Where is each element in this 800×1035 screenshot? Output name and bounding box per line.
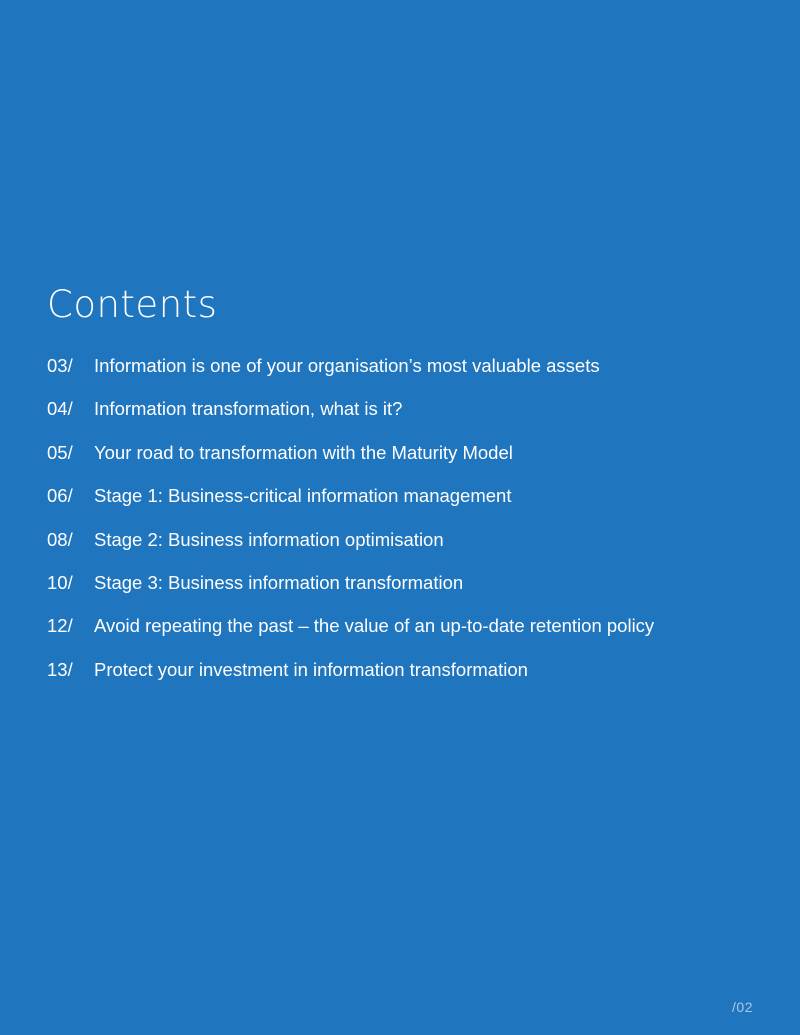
toc-entry-title: Stage 3: Business information transformation [94, 571, 464, 593]
toc-entry-title: Protect your investment in information transformation [94, 658, 528, 680]
toc-entry-stage-1[interactable] [47, 481, 767, 524]
toc-entry-protect-investment[interactable] [47, 655, 767, 698]
toc-page-number: 08/ [47, 528, 73, 550]
toc-page-number: 10/ [47, 571, 73, 593]
page-title: Contents [47, 283, 218, 326]
toc-page-number: 04/ [47, 398, 73, 420]
toc-entry-information-transformation[interactable] [47, 394, 767, 437]
table-of-contents [47, 351, 767, 698]
toc-page-number: 12/ [47, 615, 73, 637]
toc-entry-stage-3[interactable] [47, 568, 767, 611]
toc-entry-title: Stage 2: Business information optimisation [94, 528, 444, 550]
toc-entry-retention-policy[interactable] [47, 611, 767, 654]
toc-entry-information-assets[interactable] [47, 351, 767, 394]
toc-entry-title: Information transformation, what is it? [94, 398, 403, 420]
page-number: /02 [732, 999, 753, 1015]
toc-entry-title: Information is one of your organisation’s most valuable assets [94, 355, 600, 376]
toc-entry-title: Stage 1: Business-critical information management [94, 485, 512, 507]
toc-page-number: 13/ [47, 658, 73, 680]
toc-page-number: 05/ [47, 441, 73, 463]
toc-page-number: 06/ [47, 485, 73, 507]
toc-entry-stage-2[interactable] [47, 525, 767, 568]
toc-entry-title: Your road to transformation with the Maturity Model [94, 441, 513, 463]
toc-entry-maturity-model[interactable] [47, 438, 767, 481]
toc-page-number: 03/ [47, 355, 73, 376]
toc-entry-title: Avoid repeating the past – the value of an up-to-date retention policy [94, 615, 655, 637]
